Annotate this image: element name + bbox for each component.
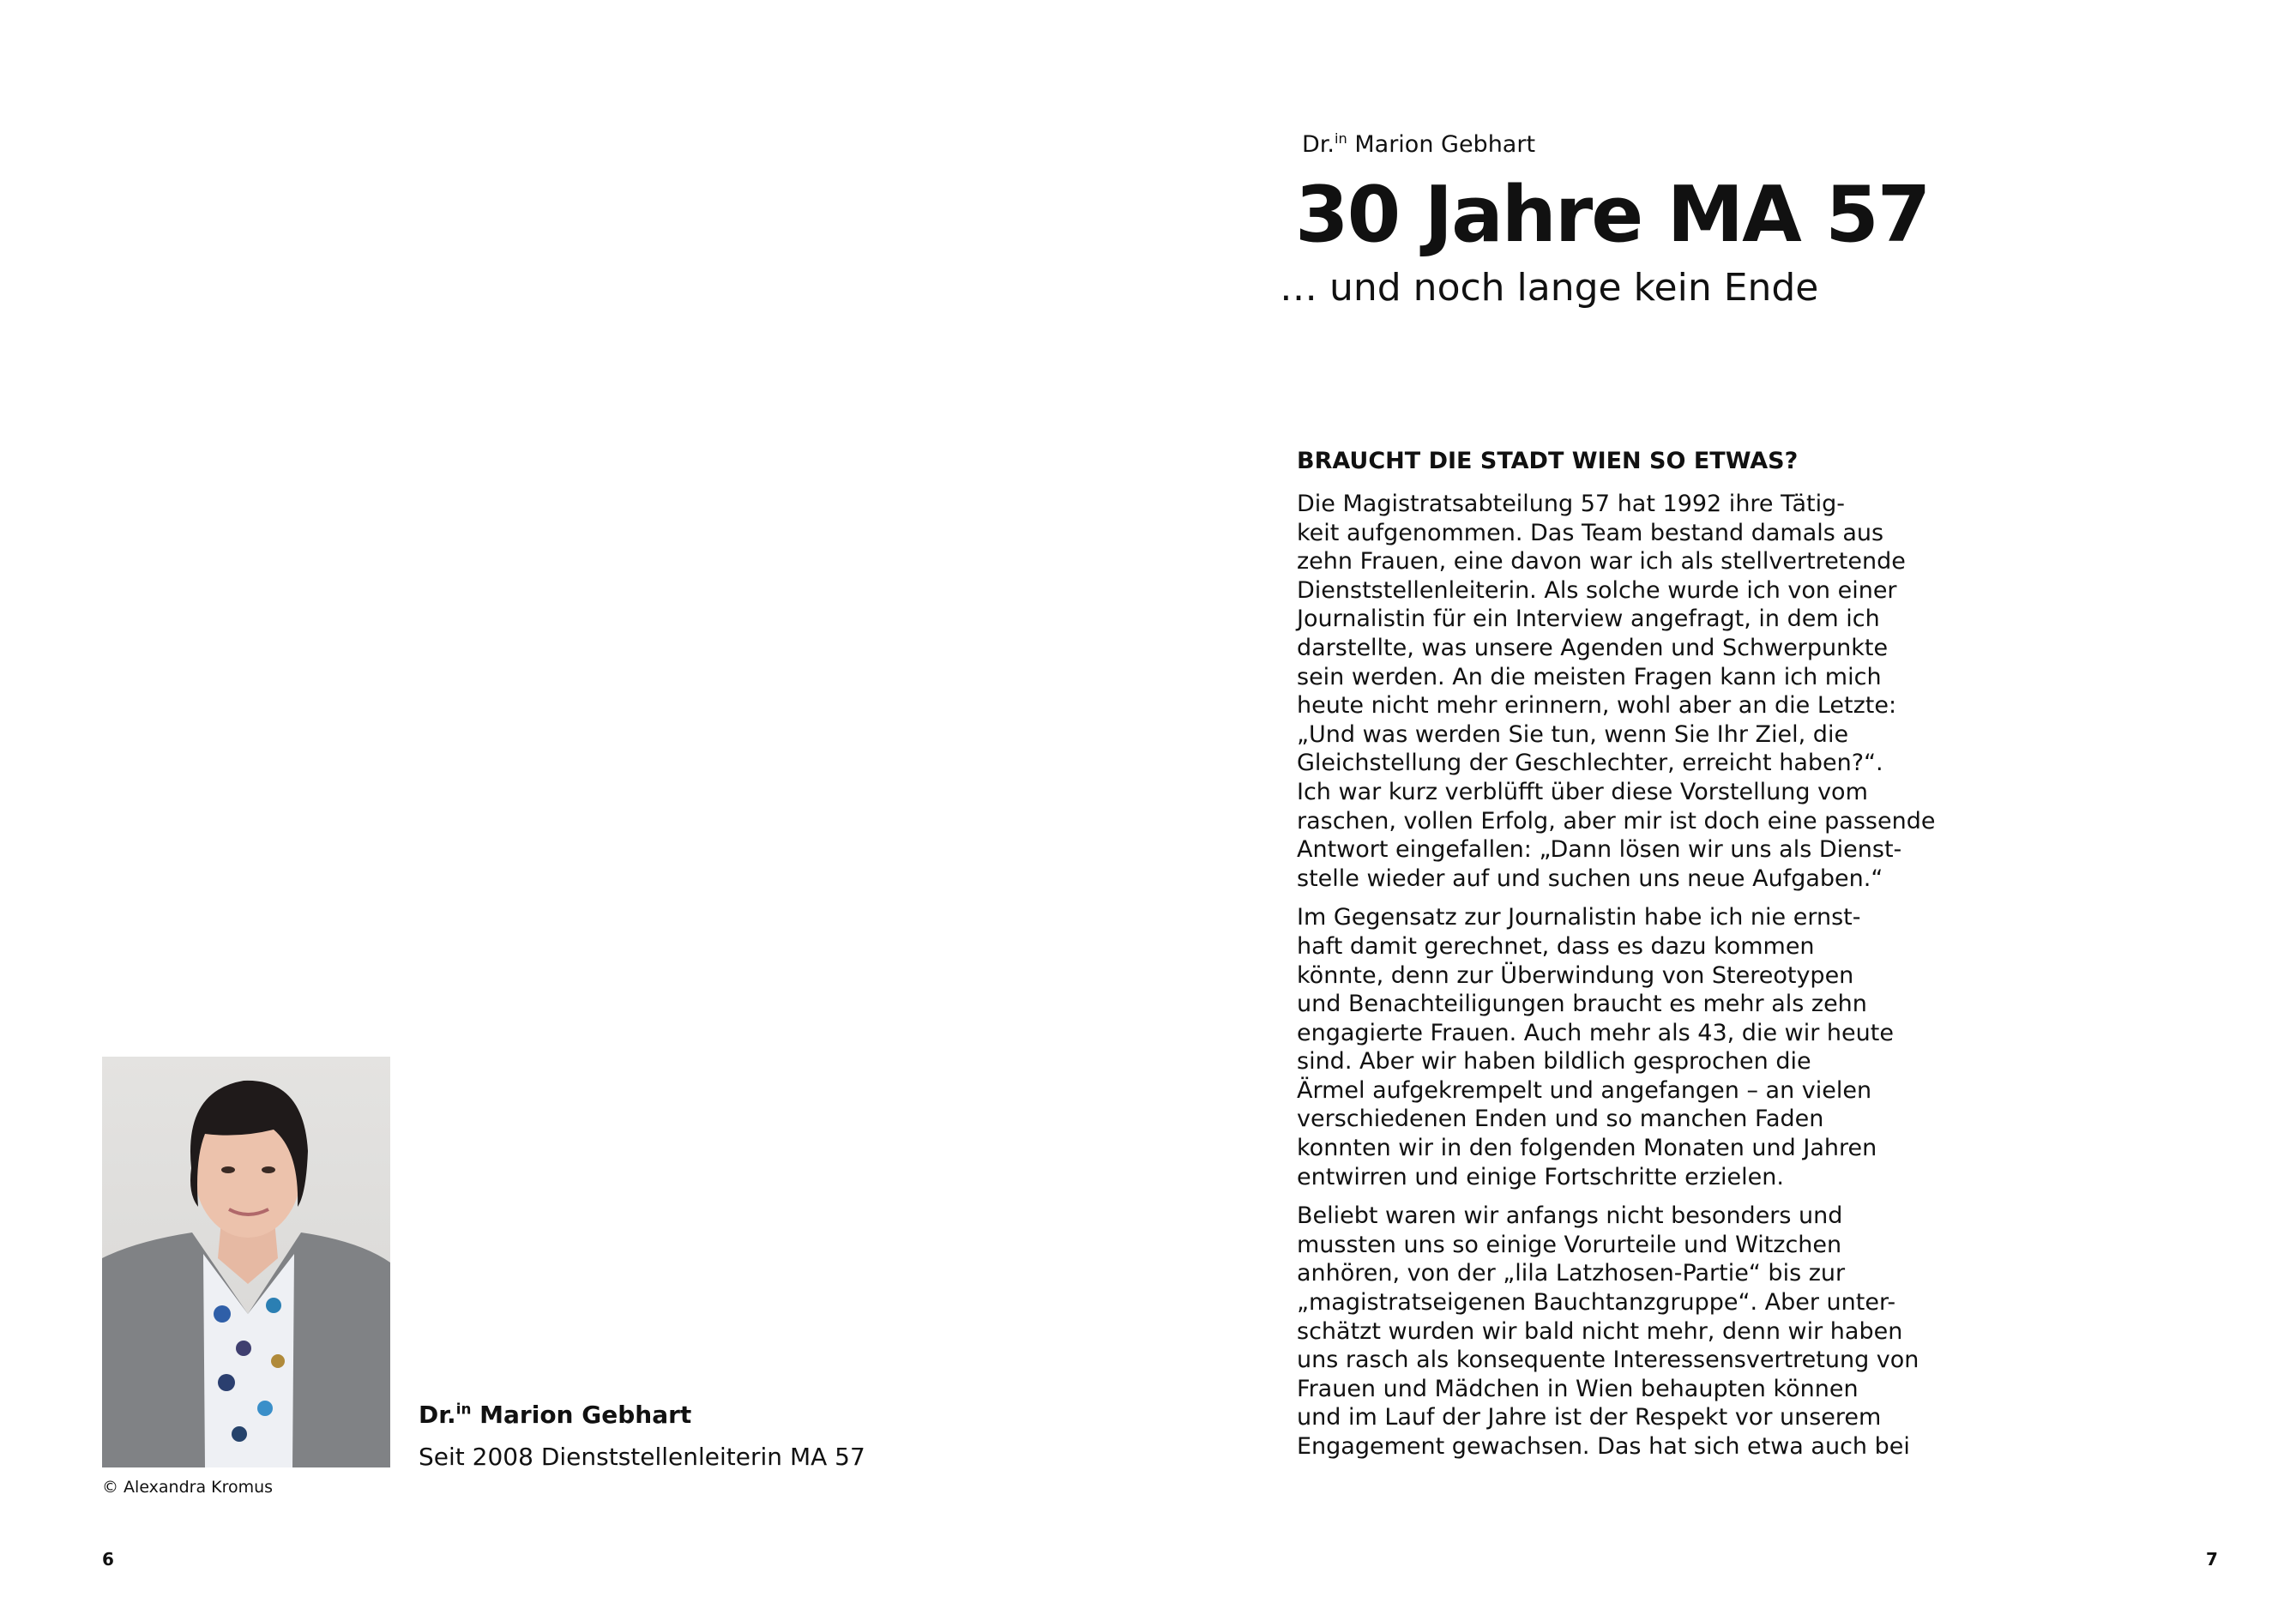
text-line: könnte, denn zur Überwindung von Stereotypen xyxy=(1297,961,1854,989)
author-suffix: in xyxy=(1335,130,1347,147)
text-line: Gleichstellung der Geschlechter, erreicht haben?“. xyxy=(1297,750,1883,777)
page-number-right: 7 xyxy=(2206,1549,2218,1570)
text-line: Journalistin für ein Interview angefragt, in dem ich xyxy=(1297,606,1880,633)
text-line: Ärmel aufgekrempelt und angefangen – an vielen xyxy=(1297,1076,1872,1104)
text-line: Beliebt waren wir anfangs nicht besonders und xyxy=(1297,1202,1843,1230)
text-line: Antwort eingefallen: „Dann lösen wir uns als Dienst- xyxy=(1297,836,1902,864)
text-line: und im Lauf der Jahre ist der Respekt vor unserem xyxy=(1297,1404,1882,1431)
text-line: Die Magistratsabteilung 57 hat 1992 ihre Tätig- xyxy=(1297,491,1845,517)
paragraph xyxy=(1297,490,1936,893)
text-line: Ich war kurz verblüfft über diese Vorstellung vom xyxy=(1297,778,1868,805)
text-line: uns rasch als konsequente Interessensvertretung von xyxy=(1297,1347,1919,1374)
caption-prefix: Dr. xyxy=(419,1401,456,1429)
author-line xyxy=(1302,131,1535,158)
author-name: Marion Gebhart xyxy=(1354,131,1536,158)
text-line: Frauen und Mädchen in Wien behaupten können xyxy=(1297,1375,1859,1402)
text-line: verschiedenen Enden und so manchen Faden xyxy=(1297,1106,1824,1133)
text-line: haft damit gerechnet, dass es dazu kommen xyxy=(1297,932,1815,960)
section-heading: BRAUCHT DIE STADT WIEN SO ETWAS? xyxy=(1297,448,1799,474)
text-line: und Benachteiligungen braucht es mehr als zehn xyxy=(1297,991,1867,1018)
text-line: keit aufgenommen. Das Team bestand damals aus xyxy=(1297,519,1884,546)
caption-suffix: in xyxy=(455,1400,472,1418)
author-prefix: Dr. xyxy=(1302,131,1335,158)
photo-credit: © Alexandra Kromus xyxy=(102,1478,274,1497)
text-line: Engagement gewachsen. Das hat sich etwa auch bei xyxy=(1297,1433,1910,1460)
text-line: „Und was werden Sie tun, wenn Sie Ihr Ziel, die xyxy=(1297,720,1849,748)
text-line: konnten wir in den folgenden Monaten und Jahren xyxy=(1297,1135,1877,1162)
article-body xyxy=(1297,490,1936,1472)
text-line: Im Gegensatz zur Journalistin habe ich nie ernst- xyxy=(1297,904,1861,931)
text-line: mussten uns so einige Vorurteile und Witzchen xyxy=(1297,1231,1842,1258)
text-line: raschen, vollen Erfolg, aber mir ist doch eine passende xyxy=(1297,807,1936,835)
page-number-left: 6 xyxy=(102,1549,114,1570)
text-line: sein werden. An die meisten Fragen kann ich mich xyxy=(1297,663,1882,690)
text-line: „magistratseigenen Bauchtanzgruppe“. Aber unter- xyxy=(1297,1289,1896,1317)
caption-name xyxy=(419,1401,691,1429)
text-line: stelle wieder auf und suchen uns neue Aufgaben.“ xyxy=(1297,865,1883,892)
page-subtitle: … und noch lange kein Ende xyxy=(1280,266,1819,310)
text-line: entwirren und einige Fortschritte erzielen. xyxy=(1297,1163,1784,1190)
text-line: heute nicht mehr erinnern, wohl aber an die Letzte: xyxy=(1297,692,1897,720)
text-line: engagierte Frauen. Auch mehr als 43, die wir heute xyxy=(1297,1019,1894,1046)
page-title: 30 Jahre MA 57 xyxy=(1295,170,1930,260)
text-line: sind. Aber wir haben bildlich gesprochen die xyxy=(1297,1048,1811,1076)
caption-person: Marion Gebhart xyxy=(479,1401,692,1429)
paragraph xyxy=(1297,903,1906,1191)
text-line: Dienststellenleiterin. Als solche wurde ich von einer xyxy=(1297,576,1897,604)
caption-role: Seit 2008 Dienststellenleiterin MA 57 xyxy=(419,1443,865,1471)
text-line: darstellte, was unsere Agenden und Schwerpunkte xyxy=(1297,634,1889,661)
paragraph xyxy=(1297,1202,1919,1461)
text-line: anhören, von der „lila Latzhosen-Partie“ bis zur xyxy=(1297,1260,1846,1287)
text-line: schätzt wurden wir bald nicht mehr, denn wir haben xyxy=(1297,1317,1903,1345)
text-line: zehn Frauen, eine davon war ich als stellvertretende xyxy=(1297,548,1906,575)
portrait-photo xyxy=(102,1057,390,1467)
